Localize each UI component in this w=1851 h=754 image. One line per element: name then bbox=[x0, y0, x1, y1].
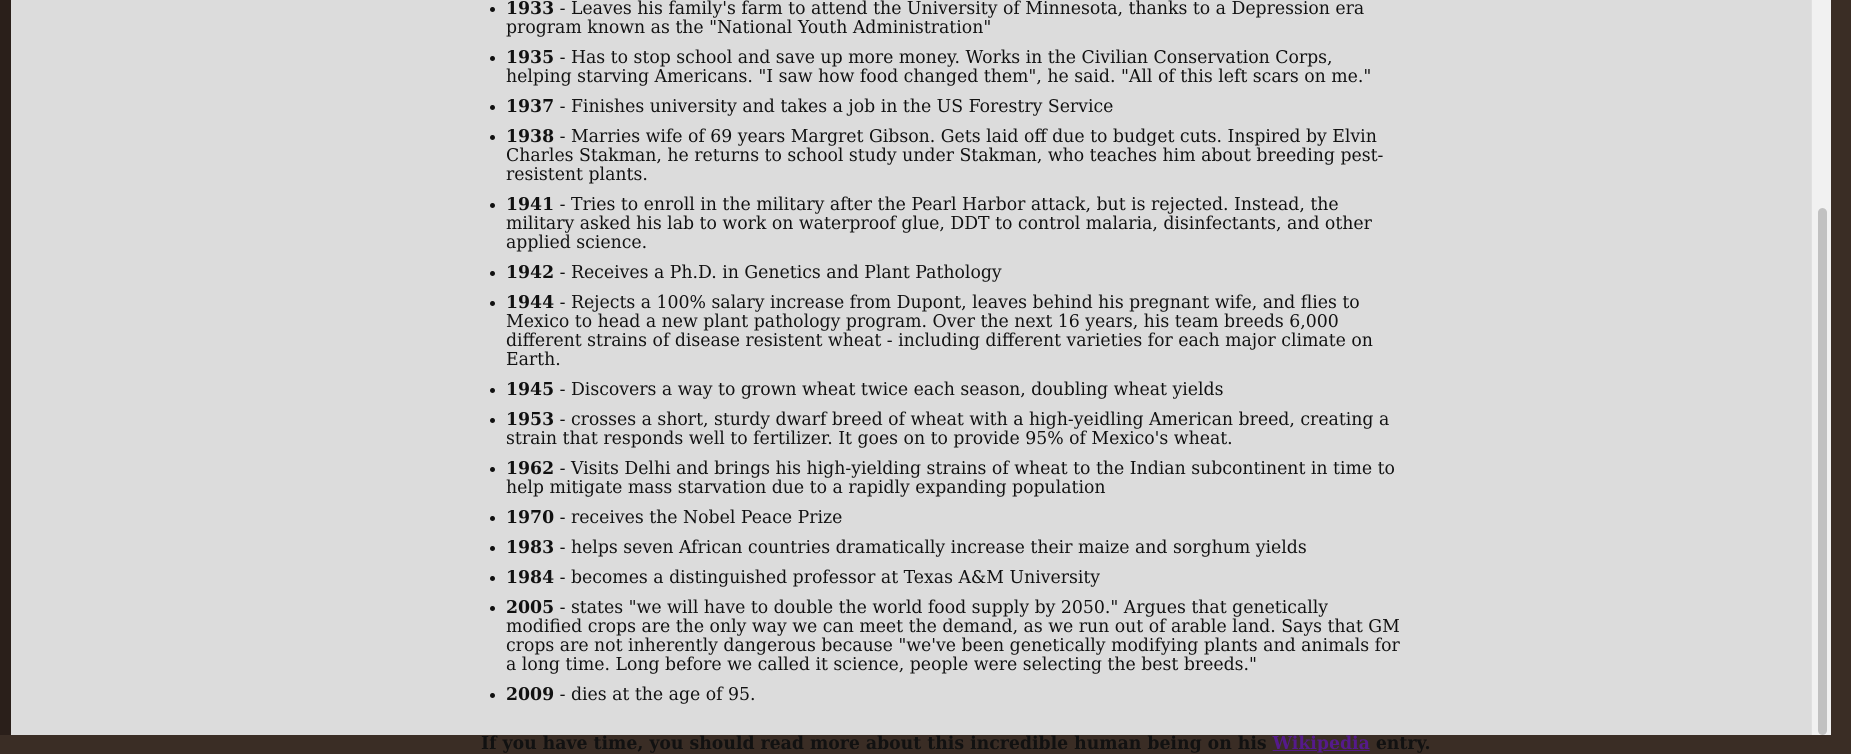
timeline-text: Rejects a 100% salary increase from Dupont, leaves behind his pregnant wife, and flies to Mexico to head a new plant pathology program. Over the next 16 years, his team breeds 6,000 different strains of disease resistent wheat - including different varieties for each major climate on Earth. bbox=[506, 293, 1373, 370]
separator: - bbox=[554, 380, 571, 400]
separator: - bbox=[554, 0, 571, 19]
timeline-year: 1938 bbox=[506, 127, 555, 147]
timeline-year: 1945 bbox=[506, 380, 555, 400]
separator: - bbox=[554, 263, 571, 283]
timeline-year: 1942 bbox=[506, 263, 555, 283]
timeline-text: Finishes university and takes a job in the US Forestry Service bbox=[570, 97, 1114, 117]
separator: - bbox=[554, 48, 571, 68]
closing-paragraph bbox=[481, 734, 1431, 754]
timeline-year: 1944 bbox=[506, 293, 555, 313]
closing-text-after: entry. bbox=[1369, 734, 1431, 754]
timeline-item bbox=[506, 196, 1401, 253]
timeline-text: Marries wife of 69 years Margret Gibson. Gets laid off due to budget cuts. Inspired by Elvin Charles Stakman, he returns to school study under Stakman, who teaches him about breeding pest-resistent plants. bbox=[506, 127, 1384, 185]
timeline-text: crosses a short, sturdy dwarf breed of wheat with a high-yeidling American breed, creating a strain that responds well to fertilizer. It goes on to provide 95% of Mexico's wheat. bbox=[506, 410, 1390, 449]
timeline-item bbox=[506, 599, 1401, 675]
timeline-year: 2005 bbox=[506, 598, 555, 618]
timeline-text: receives the Nobel Peace Prize bbox=[570, 508, 843, 528]
timeline-year: 2009 bbox=[506, 685, 555, 705]
wikipedia-link[interactable]: Wikipedia bbox=[1272, 734, 1370, 754]
timeline-text: Has to stop school and save up more money. Works in the Civilian Conservation Corps, helping starving Americans. "I saw how food changed them", he said. "All of this left scars on me." bbox=[506, 48, 1372, 87]
timeline-text: Visits Delhi and brings his high-yielding strains of wheat to the Indian subcontinent in time to help mitigate mass starvation due to a rapidly expanding population bbox=[506, 459, 1395, 498]
timeline-item bbox=[506, 569, 1401, 588]
separator: - bbox=[554, 410, 571, 430]
timeline-item bbox=[506, 381, 1401, 400]
timeline-item bbox=[506, 0, 1401, 38]
separator: - bbox=[554, 568, 571, 588]
timeline-item bbox=[506, 294, 1401, 370]
timeline-list bbox=[481, 0, 1401, 705]
timeline-text: helps seven African countries dramatically increase their maize and sorghum yields bbox=[570, 538, 1307, 558]
closing-text-before: If you have time, you should read more about this incredible human being on his bbox=[481, 734, 1273, 754]
timeline-text: states "we will have to double the world food supply by 2050." Argues that genetically modified crops are the only way we can meet the demand, as we run out of arable land. Says that GM crops are not inherently dangerous because "we've been genetically modifying plants and animals for a long time. Long before we called it science, people were selecting the best breeds." bbox=[506, 598, 1400, 675]
timeline-text: Receives a Ph.D. in Genetics and Plant Pathology bbox=[570, 263, 1002, 283]
article-content bbox=[481, 0, 1431, 754]
vertical-scrollbar[interactable] bbox=[1811, 0, 1831, 735]
timeline-item bbox=[506, 128, 1401, 185]
timeline-year: 1962 bbox=[506, 459, 555, 479]
timeline-text: Tries to enroll in the military after the Pearl Harbor attack, but is rejected. Instead, the military asked his lab to work on waterproof glue, DDT to control malaria, disinfectants, and other applied science. bbox=[506, 195, 1372, 253]
timeline-year: 1970 bbox=[506, 508, 555, 528]
timeline-year: 1984 bbox=[506, 568, 555, 588]
separator: - bbox=[554, 538, 571, 558]
timeline-text: Discovers a way to grown wheat twice each season, doubling wheat yields bbox=[570, 380, 1224, 400]
window-left-edge bbox=[0, 0, 11, 735]
separator: - bbox=[554, 195, 571, 215]
separator: - bbox=[554, 293, 571, 313]
separator: - bbox=[554, 598, 571, 618]
timeline-text: Leaves his family's farm to attend the University of Minnesota, thanks to a Depression era program known as the "National Youth Administration" bbox=[506, 0, 1365, 38]
timeline-year: 1935 bbox=[506, 48, 555, 68]
separator: - bbox=[554, 685, 571, 705]
timeline-item bbox=[506, 49, 1401, 87]
timeline-year: 1937 bbox=[506, 97, 555, 117]
timeline-item bbox=[506, 98, 1401, 117]
timeline-item bbox=[506, 539, 1401, 558]
timeline-year: 1941 bbox=[506, 195, 555, 215]
timeline-item bbox=[506, 264, 1401, 283]
separator: - bbox=[554, 508, 571, 528]
timeline-text: dies at the age of 95. bbox=[570, 685, 756, 705]
separator: - bbox=[554, 459, 571, 479]
timeline-item bbox=[506, 509, 1401, 528]
timeline-year: 1953 bbox=[506, 410, 555, 430]
timeline-item bbox=[506, 460, 1401, 498]
page-body bbox=[11, 0, 1831, 754]
separator: - bbox=[554, 97, 571, 117]
scrollbar-thumb[interactable] bbox=[1818, 208, 1827, 735]
timeline-item bbox=[506, 686, 1401, 705]
timeline-year: 1983 bbox=[506, 538, 555, 558]
timeline-year: 1933 bbox=[506, 0, 555, 19]
timeline-item bbox=[506, 411, 1401, 449]
timeline-text: becomes a distinguished professor at Texas A&M University bbox=[570, 568, 1101, 588]
separator: - bbox=[554, 127, 571, 147]
